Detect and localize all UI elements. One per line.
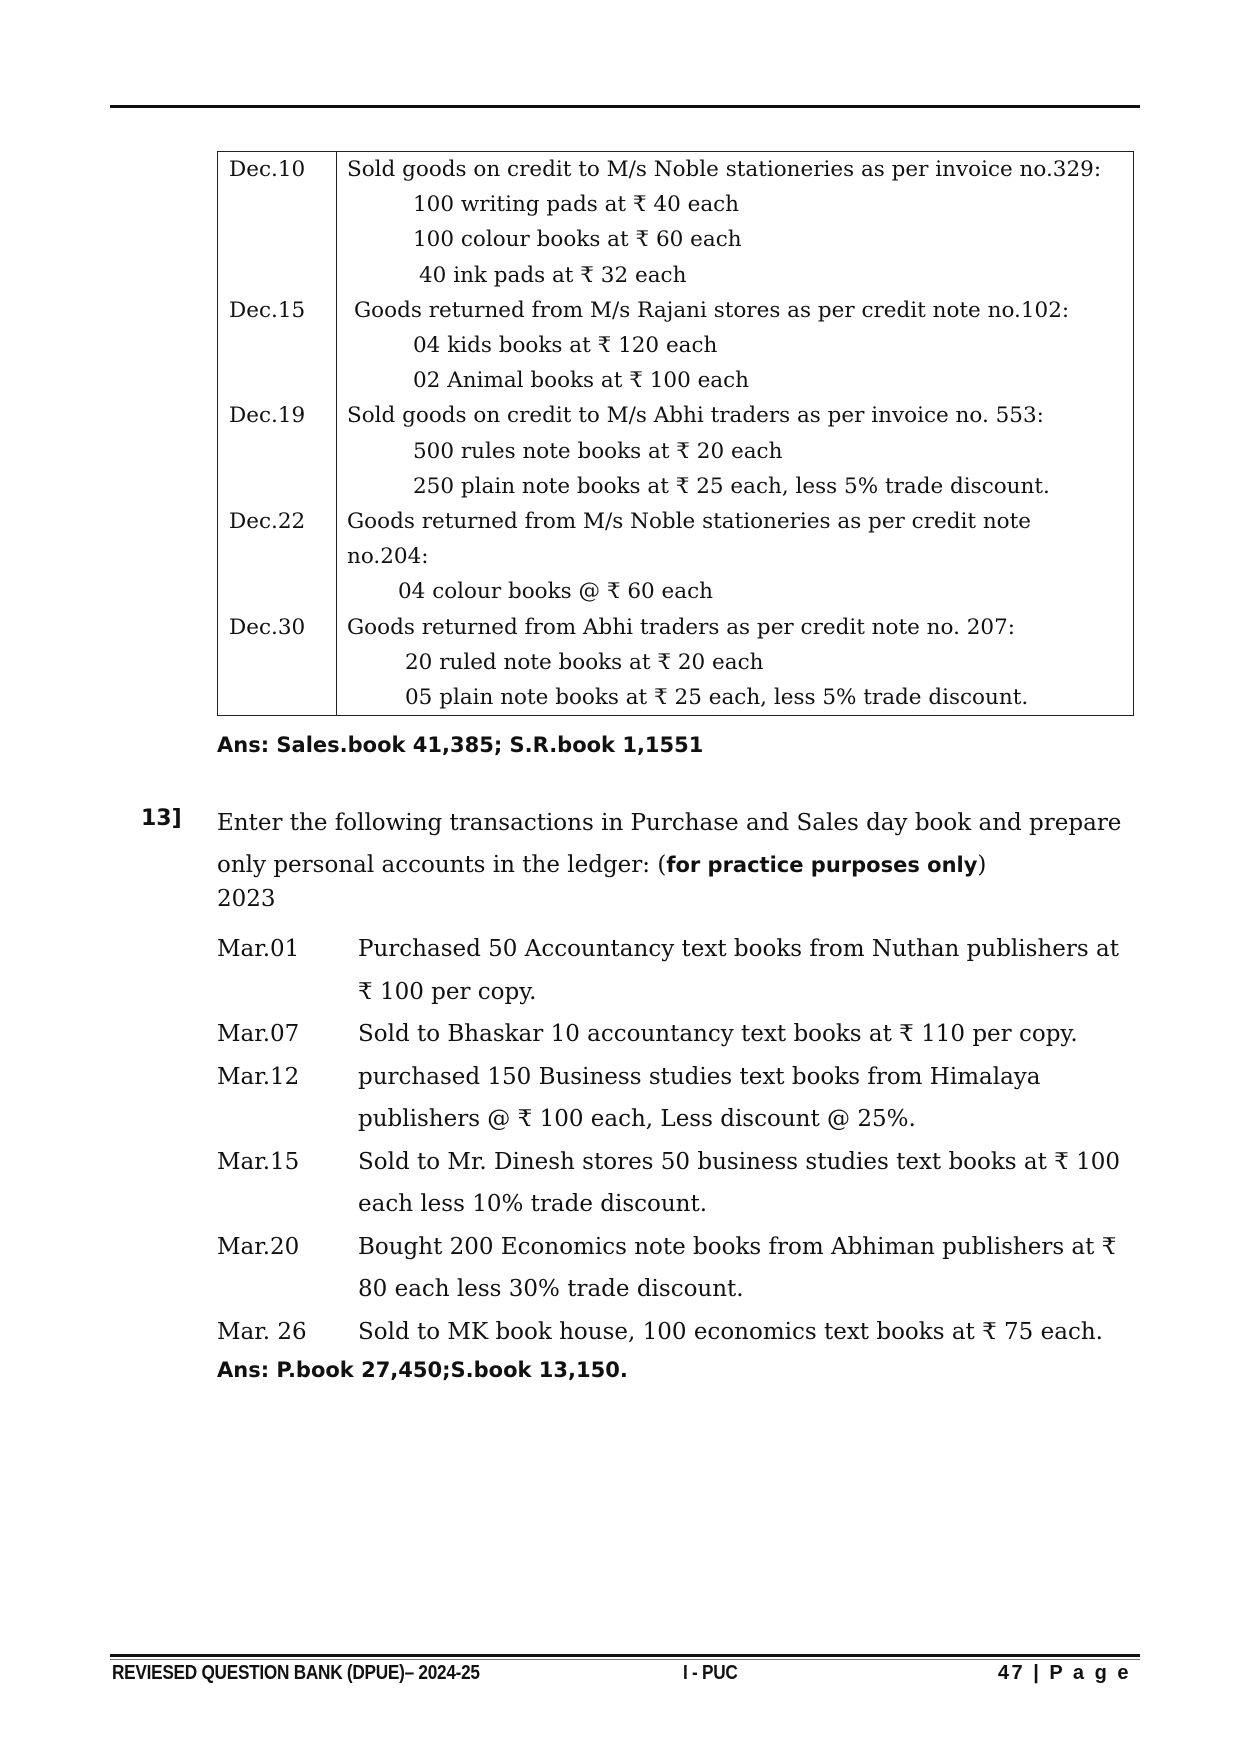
row-line: 100 writing pads at ₹ 40 each	[413, 192, 740, 218]
table-row	[218, 504, 1134, 610]
row-line: no.204:	[347, 544, 429, 570]
row-line: Goods returned from M/s Noble stationeries as per credit note	[347, 509, 1031, 535]
footer-class: I - PUC	[683, 1662, 738, 1684]
row-line: 04 kids books at ₹ 120 each	[413, 333, 718, 359]
row-line: 40 ink pads at ₹ 32 each	[419, 262, 687, 288]
row-description	[337, 152, 1134, 293]
transactions-table	[217, 151, 1134, 716]
entry-text: Bought 200 Economics note books from Abhiman publishers at ₹ 80 each less 30% trade discount.	[358, 1233, 1117, 1302]
list-item	[217, 928, 1137, 1013]
row-date: Dec.30	[218, 610, 337, 716]
list-item	[217, 1311, 1137, 1354]
row-date: Dec.19	[218, 398, 337, 504]
row-line: 100 colour books at ₹ 60 each	[413, 227, 742, 253]
list-item	[217, 1013, 1137, 1056]
row-line: 04 colour books @ ₹ 60 each	[398, 579, 713, 605]
entry-date: Mar.20	[217, 1233, 300, 1260]
question-text-after: )	[977, 852, 987, 878]
entry-text: Sold to MK book house, 100 economics text books at ₹ 75 each.	[358, 1318, 1103, 1345]
table-row	[218, 610, 1134, 716]
row-line: Sold goods on credit to M/s Noble stationeries as per invoice no.329:	[347, 157, 1102, 182]
footer-rule-thin	[110, 1659, 1140, 1660]
row-description	[337, 610, 1134, 716]
row-line: Goods returned from M/s Rajani stores as per credit note no.102:	[354, 297, 1070, 323]
row-date: Dec.22	[218, 504, 337, 610]
table-row	[218, 152, 1134, 293]
row-date: Dec.15	[218, 293, 337, 399]
row-line: 250 plain note books at ₹ 25 each, less 5% trade discount.	[413, 473, 1050, 499]
entry-text: Sold to Mr. Dinesh stores 50 business studies text books at ₹ 100 each less 10% trade discount.	[358, 1148, 1121, 1217]
question-year: 2023	[217, 886, 276, 912]
entry-date: Mar.12	[217, 1063, 300, 1090]
row-line: Goods returned from Abhi traders as per credit note no. 207:	[347, 614, 1016, 640]
row-description	[337, 398, 1134, 504]
entry-date: Mar.07	[217, 1021, 300, 1047]
answer-purchase-sales-book: Ans: P.book 27,450;S.book 13,150.	[217, 1358, 628, 1382]
entry-date: Mar. 26	[217, 1318, 307, 1345]
footer-title: REVIESED QUESTION BANK (DPUE)– 2024-25	[112, 1662, 480, 1684]
transaction-list	[217, 928, 1137, 1353]
row-line: 20 ruled note books at ₹ 20 each	[405, 649, 764, 675]
row-description	[337, 504, 1134, 610]
row-line: 05 plain note books at ₹ 25 each, less 5% trade discount.	[405, 685, 1029, 711]
list-item	[217, 1141, 1137, 1226]
page-number: 47 | P a g e	[997, 1662, 1131, 1684]
entry-date: Mar.01	[217, 936, 300, 962]
entry-text: purchased 150 Business studies text books from Himalaya publishers @ ₹ 100 each, Less discount @ 25%.	[358, 1063, 1041, 1132]
row-date: Dec.10	[218, 152, 337, 293]
entry-text: Sold to Bhaskar 10 accountancy text books at ₹ 110 per copy.	[358, 1021, 1078, 1047]
table-row	[218, 398, 1134, 504]
footer-rule	[110, 1654, 1140, 1657]
header-rule	[110, 105, 1140, 108]
row-line: Sold goods on credit to M/s Abhi traders as per invoice no. 553:	[347, 403, 1044, 429]
list-item	[217, 1226, 1137, 1311]
row-line: 02 Animal books at ₹ 100 each	[413, 368, 750, 394]
row-line: 500 rules note books at ₹ 20 each	[413, 438, 783, 464]
question-text	[217, 802, 1137, 886]
entry-date: Mar.15	[217, 1148, 300, 1175]
question-text-before: Enter the following transactions in Purchase and Sales day book and prepare only personal accounts in the ledger: (	[217, 810, 1122, 878]
table-row	[218, 293, 1134, 399]
list-item	[217, 1056, 1137, 1141]
question-text-bold: for practice purposes only	[666, 853, 978, 877]
answer-sales-book: Ans: Sales.book 41,385; S.R.book 1,1551	[217, 733, 704, 757]
row-description	[337, 293, 1134, 399]
entry-text: Purchased 50 Accountancy text books from Nuthan publishers at ₹ 100 per copy.	[358, 936, 1119, 1005]
question-number: 13]	[141, 806, 182, 831]
